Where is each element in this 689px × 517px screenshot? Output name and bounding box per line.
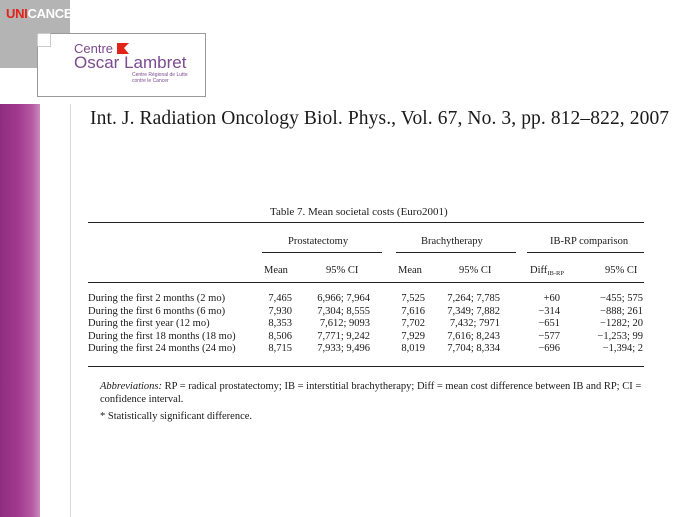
side-accent-bar [0,104,40,517]
group-rule-brachytherapy [396,252,516,253]
prostatectomy-mean: 7,465 [268,293,292,304]
col-header-d-ci: 95% CI [605,265,638,276]
group-rule-comparison [527,252,644,253]
col-header-diff: Diff$_{IB-RP}$ [530,265,564,277]
diff-ci: −455; 575 [600,293,643,304]
col-header-p-ci: 95% CI [326,265,359,276]
brachytherapy-ci: 7,432; 7971 [449,318,500,330]
brachytherapy-mean: 7,929 [401,330,425,342]
header-bottom-rule [88,282,644,283]
brachytherapy-mean: 7,616 [401,305,425,317]
row-label: During the first 2 months (2 mo) [88,293,226,304]
group-rule-prostatectomy [262,252,382,253]
diff-value: −577 [538,330,560,342]
group-header-comparison: IB-RP comparison [550,236,629,247]
diff-value: +60 [543,293,560,304]
prostatectomy-ci: 7,612; 9093 [319,318,370,330]
diff-ci: −1,253; 99 [597,330,643,342]
row-label: During the first year (12 mo) [88,318,210,330]
prostatectomy-mean: 8,715 [268,343,292,355]
abbreviations-note: Abbreviations: RP = radical prostatectomy; IB = interstitial brachytherapy; Diff = mean cost difference between IB and RP; CI = confidence interval. [100,381,642,405]
diff-ci: −1,394; 2 [602,343,643,355]
prostatectomy-ci: 7,771; 9,242 [317,330,370,342]
group-header-brachytherapy: Brachytherapy [421,236,483,247]
group-header-prostatectomy: Prostatectomy [288,236,349,247]
brachytherapy-mean: 8,019 [401,343,425,355]
prostatectomy-mean: 8,353 [268,318,292,330]
row-label: During the first 18 months (18 mo) [88,330,236,342]
brachytherapy-ci: 7,264; 7,785 [447,293,500,304]
brachytherapy-ci: 7,704; 8,334 [447,343,500,355]
brachytherapy-mean: 7,525 [401,293,425,304]
prostatectomy-ci: 6,966; 7,964 [317,293,370,304]
col-header-p-mean: Mean [264,265,288,276]
table-title: Table 7. Mean societal costs (Euro2001) [270,206,448,218]
row-label: During the first 24 months (24 mo) [88,343,236,355]
logo-oscar-lambret-text: Oscar Lambret [74,53,187,72]
diff-value: −696 [538,343,560,355]
prostatectomy-ci: 7,933; 9,496 [317,343,370,355]
col-header-b-mean: Mean [398,265,422,276]
logo-mark-icon [37,33,51,47]
diff-ci: −888; 261 [600,305,643,317]
side-divider [70,104,71,517]
significance-footnote: * Statistically significant difference. [100,411,253,422]
brachytherapy-mean: 7,702 [401,318,425,330]
prostatectomy-ci: 7,304; 8,555 [317,305,370,317]
unicancer-wordmark: UNICANCER [6,6,82,21]
col-header-b-ci: 95% CI [459,265,492,276]
diff-ci: −1282; 20 [600,318,643,330]
table-top-rule [88,222,644,223]
brachytherapy-ci: 7,349; 7,882 [447,305,500,317]
diff-value: −314 [538,305,560,317]
prostatectomy-mean: 7,930 [268,305,292,317]
prostatectomy-mean: 8,506 [268,330,292,342]
diff-value: −651 [538,318,560,330]
journal-citation: Int. J. Radiation Oncology Biol. Phys., Vol. 67, No. 3, pp. 812–822, 2007 [90,108,670,129]
logo-tagline: Centre Régional de Lutte contre le Cancer [132,72,188,84]
row-label: During the first 6 months (6 mo) [88,305,226,317]
logo-centre-text: Centre [74,42,129,55]
table-bottom-rule [88,366,644,367]
brachytherapy-ci: 7,616; 8,243 [447,330,500,342]
